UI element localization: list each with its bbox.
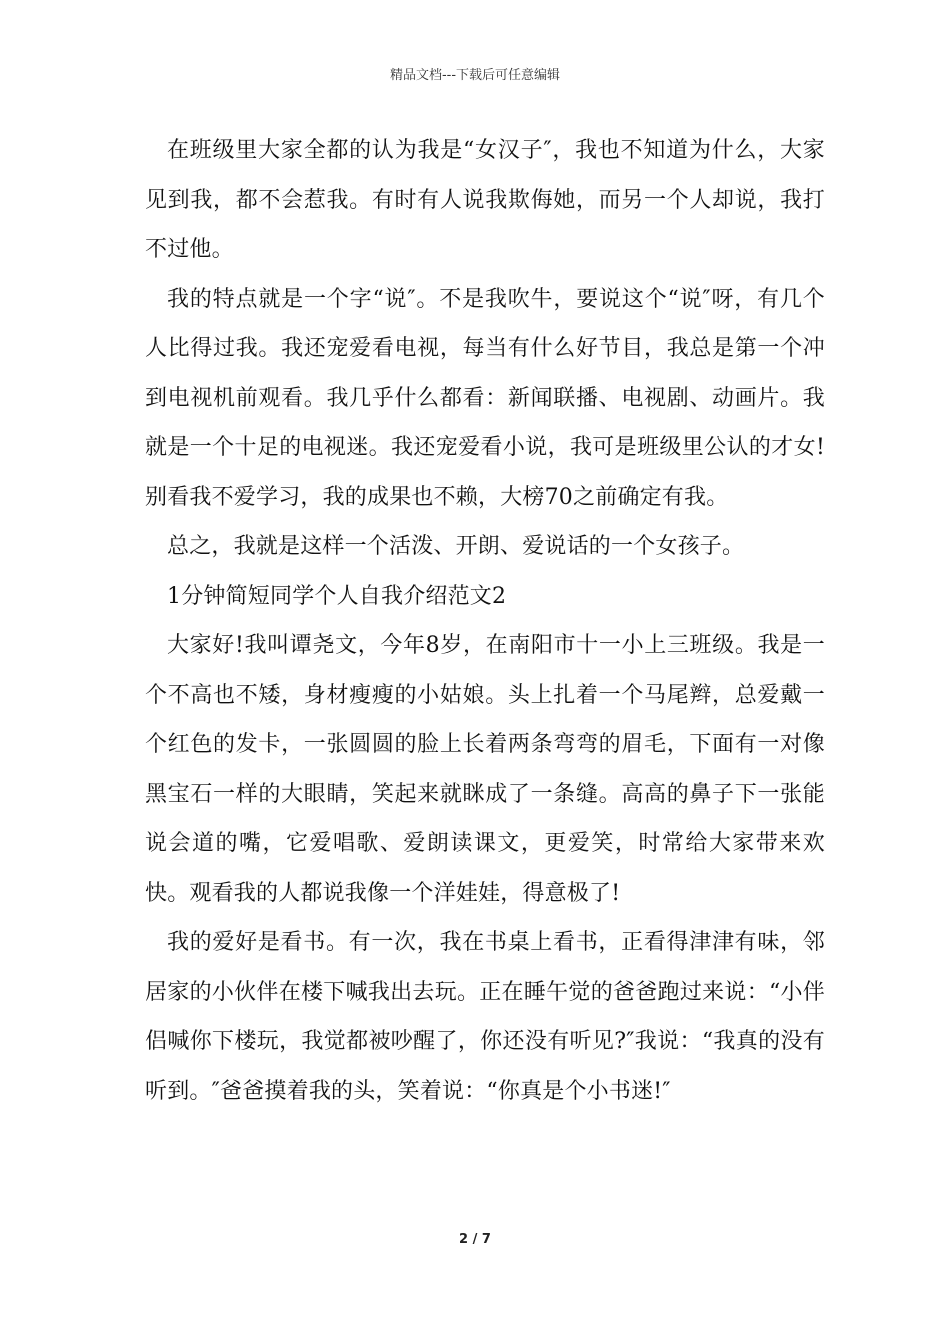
paragraph: 我的爱好是看书。有一次，我在书桌上看书，正看得津津有味，邻居家的小伙伴在楼下喊我出去玩。正在睡午觉的爸爸跑过来说：“小伴侣喊你下楼玩，我觉都被吵醒了，你还没有听见?″我说：“我真的没有听到。″爸爸摸着我的头，笑着说：“你真是个小书迷!″	[145, 930, 825, 1104]
paragraph: 在班级里大家全都的认为我是“女汉子″，我也不知道为什么，大家见到我，都不会惹我。有时有人说我欺侮她，而另一个人却说，我打不过他。	[145, 138, 825, 262]
paragraph: 总之，我就是这样一个活泼、开朗、爱说话的一个女孩子。	[167, 534, 745, 559]
page-header: 精品文档---下载后可任意编辑	[389, 68, 561, 83]
paragraph: 大家好!我叫谭尧文，今年8岁，在南阳市十一小上三班级。我是一个不高也不矮，身材瘦瘦的小姑娘。头上扎着一个马尾辫，总爱戴一个红色的发卡，一张圆圆的脸上长着两条弯弯的眉毛，下面有一对像黑宝石一样的大眼睛，笑起来就眯成了一条缝。高高的鼻子下一张能说会道的嘴，它爱唱歌、爱朗读课文，更爱笑，时常给大家带来欢快。观看我的人都说我像一个洋娃娃，得意极了!	[145, 633, 825, 906]
page-number: 2 / 7	[459, 1232, 491, 1247]
paragraph: 我的特点就是一个字“说″。不是我吹牛，要说这个“说″呀，有几个人比得过我。我还宠爱看电视，每当有什么好节目，我总是第一个冲到电视机前观看。我几乎什么都看：新闻联播、电视剧、动画片。我就是一个十足的电视迷。我还宠爱看小说，我可是班级里公认的才女!别看我不爱学习，我的成果也不赖，大榜70之前确定有我。	[145, 286, 825, 510]
section-heading: 1分钟简短同学个人自我介绍范文2	[167, 583, 507, 609]
document-body	[145, 126, 825, 1116]
